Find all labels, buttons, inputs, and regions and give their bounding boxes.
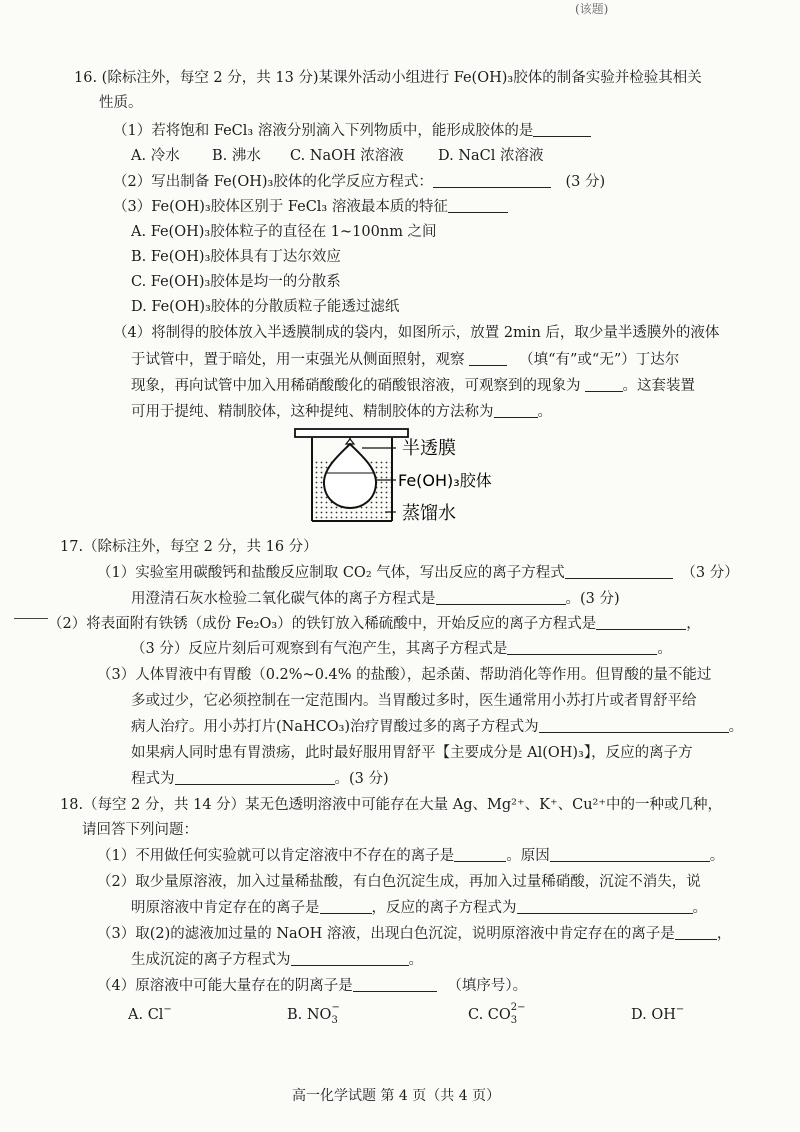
q18-part4-text: （4）原溶液中可能大量存在的阴离子是 [97, 978, 353, 994]
q17-part1-line2-score: 。(3 分) [565, 591, 620, 607]
q18-choice-c-charge: 2− [510, 1002, 526, 1013]
q18-choice-c[interactable] [468, 1002, 527, 1026]
q18-part3-ion-blank[interactable] [675, 924, 717, 940]
q16-part4-line2-text: 于试管中，置于暗处，用一束强光从侧面照射，观察 [131, 352, 465, 368]
q16-part2-answer-blank[interactable] [433, 172, 551, 188]
q17-part1-blank-2[interactable] [436, 589, 566, 605]
q18-heading-cont: 请回答下列问题： [82, 822, 198, 838]
q16-part4-line4-text: 可用于提纯、精制胶体，这种提纯、精制胶体的方法称为 [131, 404, 494, 420]
q17-part3-score: 。(3 分) [334, 771, 389, 787]
q16-part1-text: （1）若将饱和 FeCl₃ 溶液分别滴入下列物质中，能形成胶体的是 [113, 123, 534, 139]
q16-p3-choice-d[interactable]: D. Fe(OH)₃胶体的分散质粒子能透过滤纸 [131, 299, 400, 315]
q18-choice-b-charge: − [331, 1002, 340, 1013]
q16-part3-answer-blank[interactable] [448, 197, 508, 213]
q16-p3-choice-c[interactable]: C. Fe(OH)₃胶体是均一的分散系 [131, 274, 341, 290]
q16-part2-score: (3 分) [565, 174, 606, 190]
q17-part3-line1: （3）人体胃液中有胃酸（0.2%~0.4% 的盐酸），起杀菌、帮助消化等作用。但胃酸的量不能过 [97, 667, 712, 683]
q18-part3-line2-text: 生成沉淀的离子方程式为 [131, 952, 291, 968]
q18-part2-text: 明原溶液中肯定存在的离子是 [131, 900, 320, 916]
q18-part1 [97, 846, 724, 866]
q18-part3-line2-end: 。 [408, 952, 423, 968]
q17-part1-line2 [131, 589, 620, 609]
q18-part2-end: 。 [692, 900, 707, 916]
support-rod [295, 429, 408, 437]
q18-part2-line1: （2）取少量原溶液，加入过量稀盐酸，有白色沉淀生成，再加入过量稀硝酸，沉淀不消失，说 [97, 874, 701, 890]
q17-part2-line2-text: （3 分）反应片刻后可观察到有气泡产生，其离子方程式是 [131, 641, 508, 657]
q17-part1-score: （3 分） [681, 565, 739, 581]
margin-mark [14, 618, 48, 619]
q18-part1-reason-label: 。原因 [506, 848, 550, 864]
q18-part2-equation-label: ，反应的离子方程式为 [371, 900, 517, 916]
q17-part3-line3-text: 病人治疗。用小苏打片(NaHCO₃)治疗胃酸过多的离子方程式为 [131, 719, 539, 735]
q18-choice-c-text: C. CO [468, 1007, 511, 1023]
q16-heading: 16. (除标注外，每空 2 分，共 13 分)某课外活动小组进行 Fe(OH)₃胶体的制备实验并检验其相关 [74, 70, 702, 86]
q16-p3-choice-a[interactable]: A. Fe(OH)₃胶体粒子的直径在 1~100nm 之间 [131, 224, 437, 240]
q16-part4-line2 [131, 350, 679, 370]
q18-choice-d-charge: − [675, 1004, 685, 1015]
q18-choice-b[interactable] [287, 1002, 341, 1026]
q18-part3-text: （3）取(2)的滤液加过量的 NaOH 溶液，出现白色沉淀，说明原溶液中肯定存在的离子是 [97, 926, 675, 942]
q16-part2-text: （2）写出制备 Fe(OH)₃胶体的化学反应方程式： [113, 174, 433, 190]
label-water: 蒸馏水 [402, 503, 456, 524]
q16-p1-choice-c[interactable]: C. NaOH 浓溶液 [290, 148, 404, 164]
q17-part2-line1-end: ， [686, 616, 701, 632]
q18-part2-line2 [131, 898, 707, 918]
q18-choice-b-text: B. NO [287, 1007, 332, 1023]
q17-part2-line1 [48, 614, 701, 634]
q16-p3-choice-b[interactable]: B. Fe(OH)₃胶体具有丁达尔效应 [131, 249, 341, 265]
q16-part2 [113, 172, 605, 192]
q18-choice-d-text: D. OH [631, 1007, 676, 1023]
q16-part3 [113, 197, 508, 217]
q17-part2-blank-1[interactable] [596, 614, 686, 630]
q16-part4-line4 [131, 402, 552, 422]
q17-part3-line2: 多或过少，它必须控制在一定范围内。当胃酸过多时，医生通常用小苏打片或者胃舒平给 [131, 693, 697, 709]
q18-heading [60, 795, 722, 817]
q18-choice-c-subscript: 3 [510, 1015, 518, 1026]
q18-part4-end: （填序号）。 [447, 978, 528, 994]
q18-part1-text: （1）不用做任何实验就可以肯定溶液中不存在的离子是 [97, 848, 455, 864]
q18-part3-line2 [131, 950, 423, 970]
q16-part4-method-blank[interactable] [494, 402, 538, 418]
q16-part4-tyndall-blank[interactable] [469, 350, 507, 366]
q17-part3-line3 [131, 717, 743, 737]
q17-part3-blank-2[interactable] [175, 769, 335, 785]
q18-part1-ion-blank[interactable] [454, 846, 506, 862]
q18-part4 [97, 976, 527, 996]
q16-part1-answer-blank[interactable] [533, 121, 591, 137]
q18-choice-a-text: A. Cl [128, 1007, 164, 1023]
q18-choice-b-subscript: 3 [331, 1015, 338, 1026]
q16-part4-line3-end: 。这套装置 [622, 378, 695, 394]
q17-part1-text: （1）实验室用碳酸钙和盐酸反应制取 CO₂ 气体，写出反应的离子方程式 [97, 565, 565, 581]
q16-p1-choice-a[interactable]: A. 冷水 [131, 148, 180, 164]
q18-part1-reason-blank[interactable] [550, 846, 710, 862]
q16-part4-phenomenon-blank[interactable] [585, 376, 623, 392]
q18-part4-blank[interactable] [353, 976, 437, 992]
q17-part1-line2-text: 用澄清石灰水检验二氧化碳气体的离子方程式是 [131, 591, 436, 607]
q17-part3-line3-end: 。 [728, 719, 744, 735]
q18-choice-d[interactable] [631, 1005, 684, 1027]
q18-part2-ion-blank[interactable] [320, 898, 372, 914]
q17-part3-line5 [131, 769, 389, 789]
q18-part3-equation-blank[interactable] [291, 950, 409, 966]
q18-choice-a[interactable] [128, 1005, 172, 1027]
dialysis-figure [290, 426, 520, 526]
q18-heading-text: 18.（每空 2 分，共 14 分）某无色透明溶液中可能存在大量 Ag [60, 797, 473, 813]
q16-part4-line1: （4）将制得的胶体放入半透膜制成的袋内，如图所示，放置 2min 后，取少量半透膜外的液体 [113, 325, 720, 341]
q18-part3-line1 [97, 924, 731, 944]
q16-p1-choice-b[interactable]: B. 沸水 [212, 148, 261, 164]
q17-part2-line2 [131, 639, 672, 659]
q17-part3-line4: 如果病人同时患有胃溃疡，此时最好服用胃舒平【主要成分是 Al(OH)₃】，反应的离子方 [131, 745, 693, 761]
q17-heading: 17.（除标注外，每空 2 分，共 16 分） [60, 539, 318, 555]
q17-part2-blank-2[interactable] [507, 639, 657, 655]
q17-part2-text: （2）将表面附有铁锈（成份 Fe₂O₃）的铁钉放入稀硫酸中，开始反应的离子方程式是 [48, 616, 597, 632]
q16-part4-line3-text: 现象，再向试管中加入用稀硝酸酸化的硝酸银溶液，可观察到的现象为 [131, 378, 581, 394]
q17-part1-line1 [97, 563, 739, 583]
q17-part1-blank-1[interactable] [565, 563, 673, 579]
top-mark: (该题) [575, 2, 609, 16]
q18-part3-line1-end: ， [716, 926, 732, 942]
q18-heading-ions: 、Mg²⁺、K⁺、Cu²⁺中的一种或几种， [472, 797, 723, 813]
page-footer: 高一化学试题 第 4 页（共 4 页） [292, 1088, 501, 1104]
q17-part3-line5-text: 程式为 [131, 771, 175, 787]
q16-heading-cont: 性质。 [99, 95, 143, 111]
label-membrane: 半透膜 [402, 438, 456, 459]
q16-part4-line4-end: 。 [537, 404, 552, 420]
q18-part2-equation-blank[interactable] [517, 898, 693, 914]
q16-part4-line2-hint: （填“有”或“无”）丁达尔 [519, 352, 680, 368]
q16-part4-line3 [131, 376, 695, 396]
label-colloid: Fe(OH)₃胶体 [398, 471, 492, 490]
q16-part1 [113, 121, 591, 141]
q17-part3-blank-1[interactable] [539, 717, 729, 733]
q18-part1-end: 。 [709, 848, 725, 864]
q16-p1-choice-d[interactable]: D. NaCl 浓溶液 [438, 148, 544, 164]
q18-choice-a-charge: − [163, 1004, 172, 1015]
q16-part3-text: （3）Fe(OH)₃胶体区别于 FeCl₃ 溶液最本质的特征 [113, 199, 448, 215]
q17-part2-line2-end: 。 [657, 641, 672, 657]
